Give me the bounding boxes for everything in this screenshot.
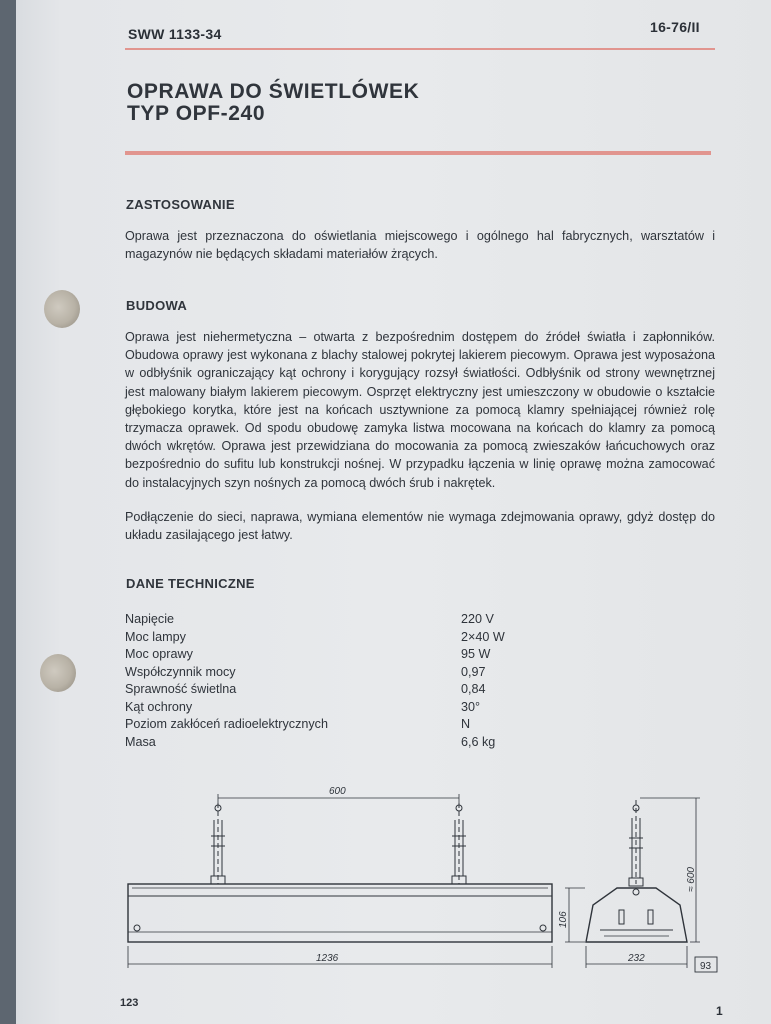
- spec-label: Sprawność świetlna: [125, 682, 237, 696]
- hanger-left: [211, 803, 225, 884]
- dim-height: 106: [558, 911, 569, 928]
- page-number-right: 1: [716, 1004, 723, 1018]
- dim-hanger-spacing: 600: [329, 786, 346, 797]
- spec-value: 0,97: [461, 664, 486, 679]
- spec-label: Poziom zakłóceń radioelektrycznych: [125, 717, 328, 731]
- title-line-2: TYP OPF-240: [127, 102, 266, 125]
- section-heading-dane: DANE TECHNICZNE: [126, 576, 255, 591]
- page-number-left: 123: [120, 997, 139, 1009]
- hanger-right: [452, 803, 466, 884]
- zastosowanie-text: Oprawa jest przeznaczona do oświetlania miejscowego i ogólnego hal fabrycznych, warsztatów i magazynów nie będących składami materiałów żrących.: [125, 229, 715, 262]
- spec-value: 30°: [461, 699, 481, 714]
- section-heading-budowa: BUDOWA: [126, 298, 188, 313]
- spec-label: Moc oprawy: [125, 647, 193, 661]
- spec-value: 6,6 kg: [461, 734, 496, 749]
- figure-number: 93: [700, 961, 712, 972]
- spec-label: Napięcie: [125, 612, 175, 626]
- budowa-text-2: Podłączenie do sieci, naprawa, wymiana elementów nie wymaga zdejmowania oprawy, gdyż dostęp do układu zasilającego jest łatwy.: [125, 510, 715, 543]
- spec-label: Kąt ochrony: [125, 699, 193, 714]
- front-view: [128, 794, 552, 968]
- document-ref: 16-76/II: [650, 19, 700, 35]
- dim-length: 1236: [316, 953, 339, 964]
- spec-label: Współczynnik mocy: [125, 664, 236, 679]
- spec-value: 2×40 W: [461, 629, 505, 644]
- spec-value: 220 V: [461, 612, 494, 626]
- document-code: SWW 1133-34: [128, 26, 222, 42]
- spec-label: Moc lampy: [125, 629, 186, 644]
- spec-value: 95 W: [461, 647, 491, 661]
- dim-width: 232: [628, 953, 645, 964]
- section-heading-zastosowanie: ZASTOSOWANIE: [126, 197, 235, 212]
- budowa-text: Oprawa jest niehermetyczna – otwarta z bezpośrednim dostępem do źródeł światła i zapłonników. Obudowa oprawy jest wykonana z blachy stalowej pokrytej lakierem piecowym. Oprawa jest wyposażona w odbłyśnik ograniczający kąt ochrony i korygujący rozsył światłości. Odbłyśnik od strony wewnętrznej jest malowany białym lakierem piecowym. Osprzęt elektryczny jest umieszczony w obudowie o kształcie głębokiego korytka, które jest na końcach usztywnione za pomocą klamry spełniającej również rolę trzymacza oprawek. Od spodu obudowę zamyka listwa mocowana na końcach do klamry za pomocą dwóch wkrętów. Oprawa jest przewidziana do mocowania za pomocą zwieszaków łańcuchowych oraz bezpośrednio do sufitu lub konstrukcji nośnej. W przypadku łączenia w linię oprawę można zamocować do instalacyjnych szyn nośnych za pomocą dwóch śrub i nakrętek.: [125, 330, 715, 490]
- spec-value: N: [461, 717, 471, 731]
- spec-value: 0,84: [461, 682, 486, 696]
- spec-label: Masa: [125, 734, 156, 749]
- title-line-1: OPRAWA DO ŚWIETLÓWEK: [127, 80, 420, 103]
- dim-suspension: ≈ 600: [686, 867, 697, 892]
